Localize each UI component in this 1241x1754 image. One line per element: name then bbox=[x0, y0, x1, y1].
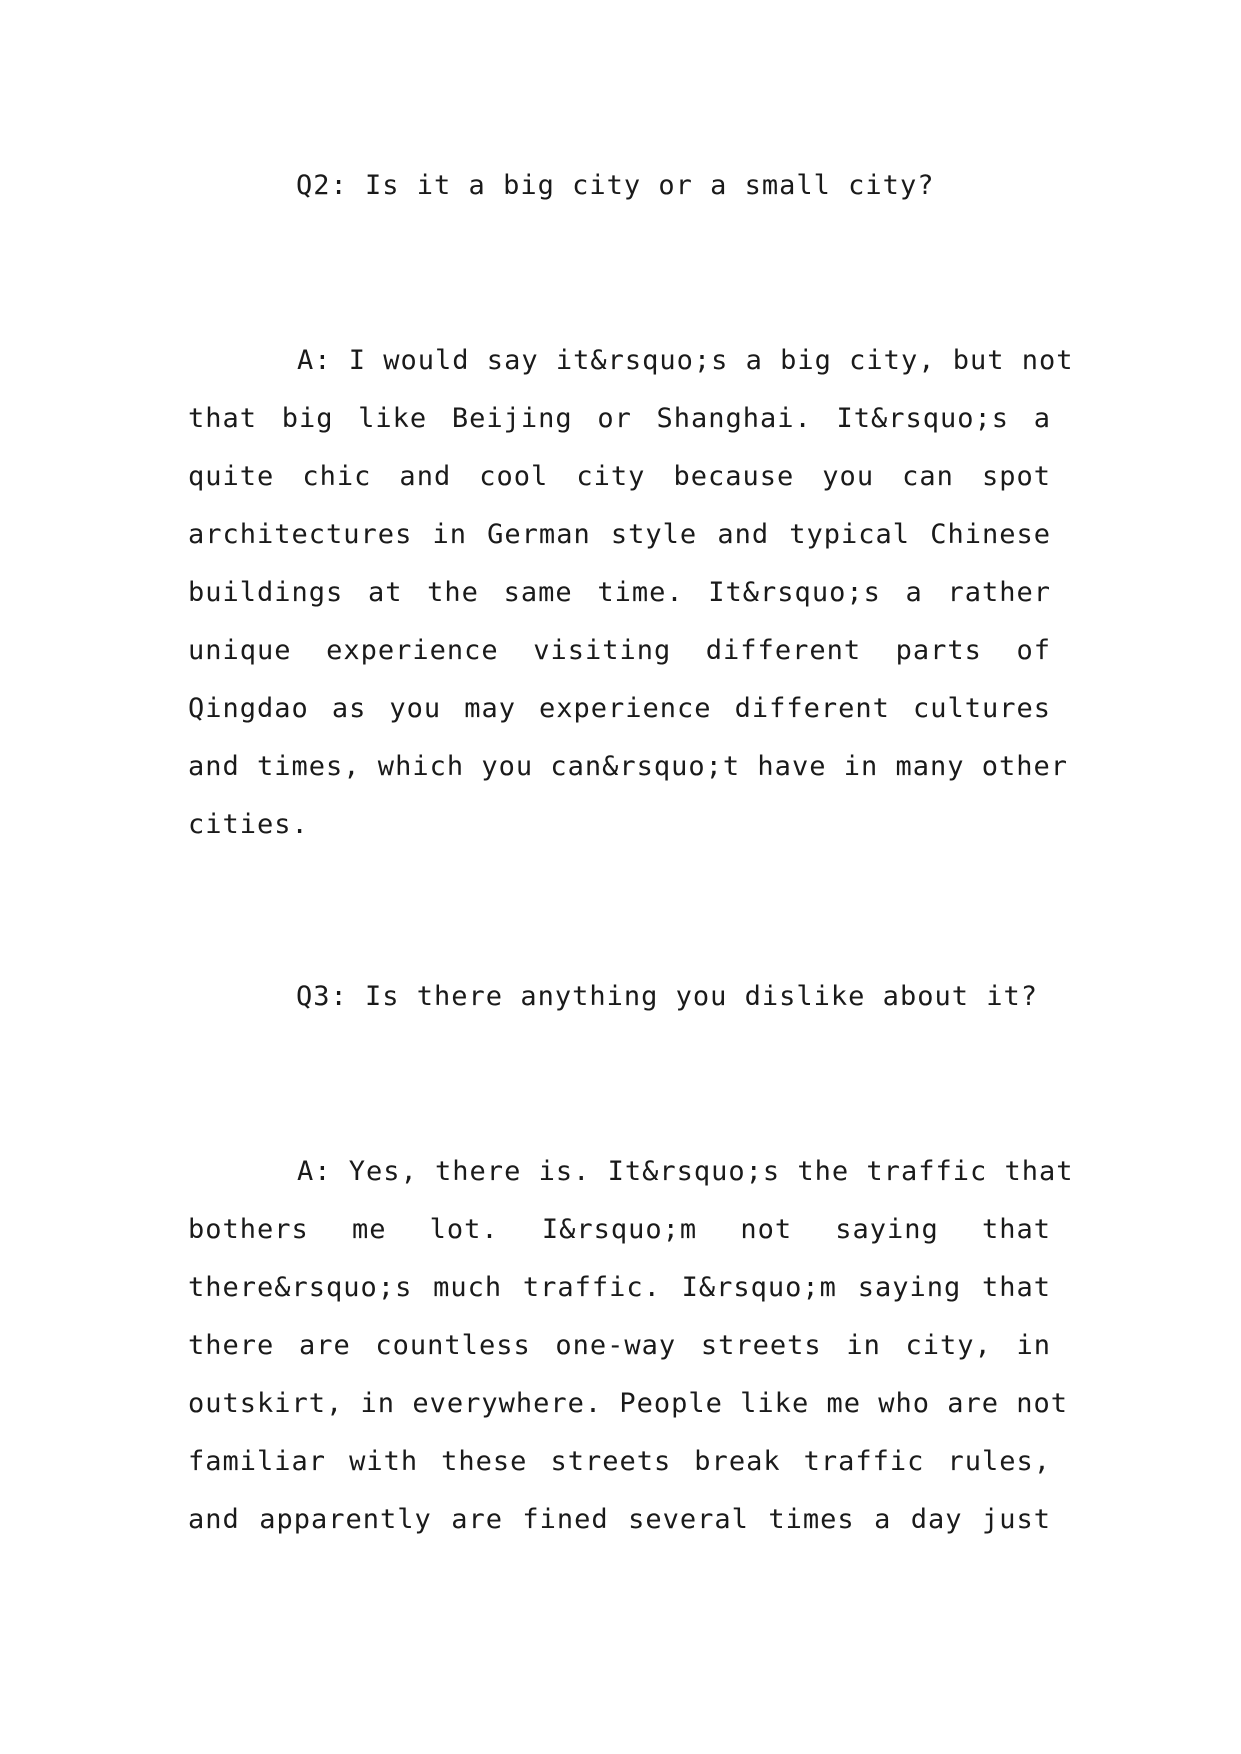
answer-line: bothers me lot. I&rsquo;m not saying that bbox=[188, 1214, 1051, 1245]
answer-line: and apparently are fined several times a day just bbox=[188, 1504, 1051, 1535]
answer-line: Qingdao as you may experience different cultures bbox=[188, 693, 1051, 724]
answer-line: that big like Beijing or Shanghai. It&rsquo;s a bbox=[188, 403, 1051, 434]
answer-q3 bbox=[188, 1143, 1074, 1549]
answer-line: unique experience visiting different parts of bbox=[188, 635, 1051, 666]
answer-line: there&rsquo;s much traffic. I&rsquo;m saying that bbox=[188, 1272, 1051, 1303]
answer-line: cities. bbox=[188, 809, 309, 840]
question-q3: Q3: Is there anything you dislike about it? bbox=[296, 981, 1038, 1012]
answer-line: A: Yes, there is. It&rsquo;s the traffic that bbox=[297, 1156, 1074, 1187]
answer-line: and times, which you can&rsquo;t have in many other bbox=[188, 751, 1069, 782]
answer-line: A: I would say it&rsquo;s a big city, but not bbox=[297, 345, 1074, 376]
answer-line: architectures in German style and typical Chinese bbox=[188, 519, 1051, 550]
answer-q2 bbox=[188, 332, 1074, 854]
question-q2: Q2: Is it a big city or a small city? bbox=[296, 170, 935, 201]
answer-line: there are countless one-way streets in city, in bbox=[188, 1330, 1051, 1361]
answer-line: quite chic and cool city because you can spot bbox=[188, 461, 1051, 492]
answer-line: outskirt, in everywhere. People like me who are not bbox=[188, 1388, 1069, 1419]
answer-line: familiar with these streets break traffic rules, bbox=[188, 1446, 1051, 1477]
answer-line: buildings at the same time. It&rsquo;s a rather bbox=[188, 577, 1051, 608]
